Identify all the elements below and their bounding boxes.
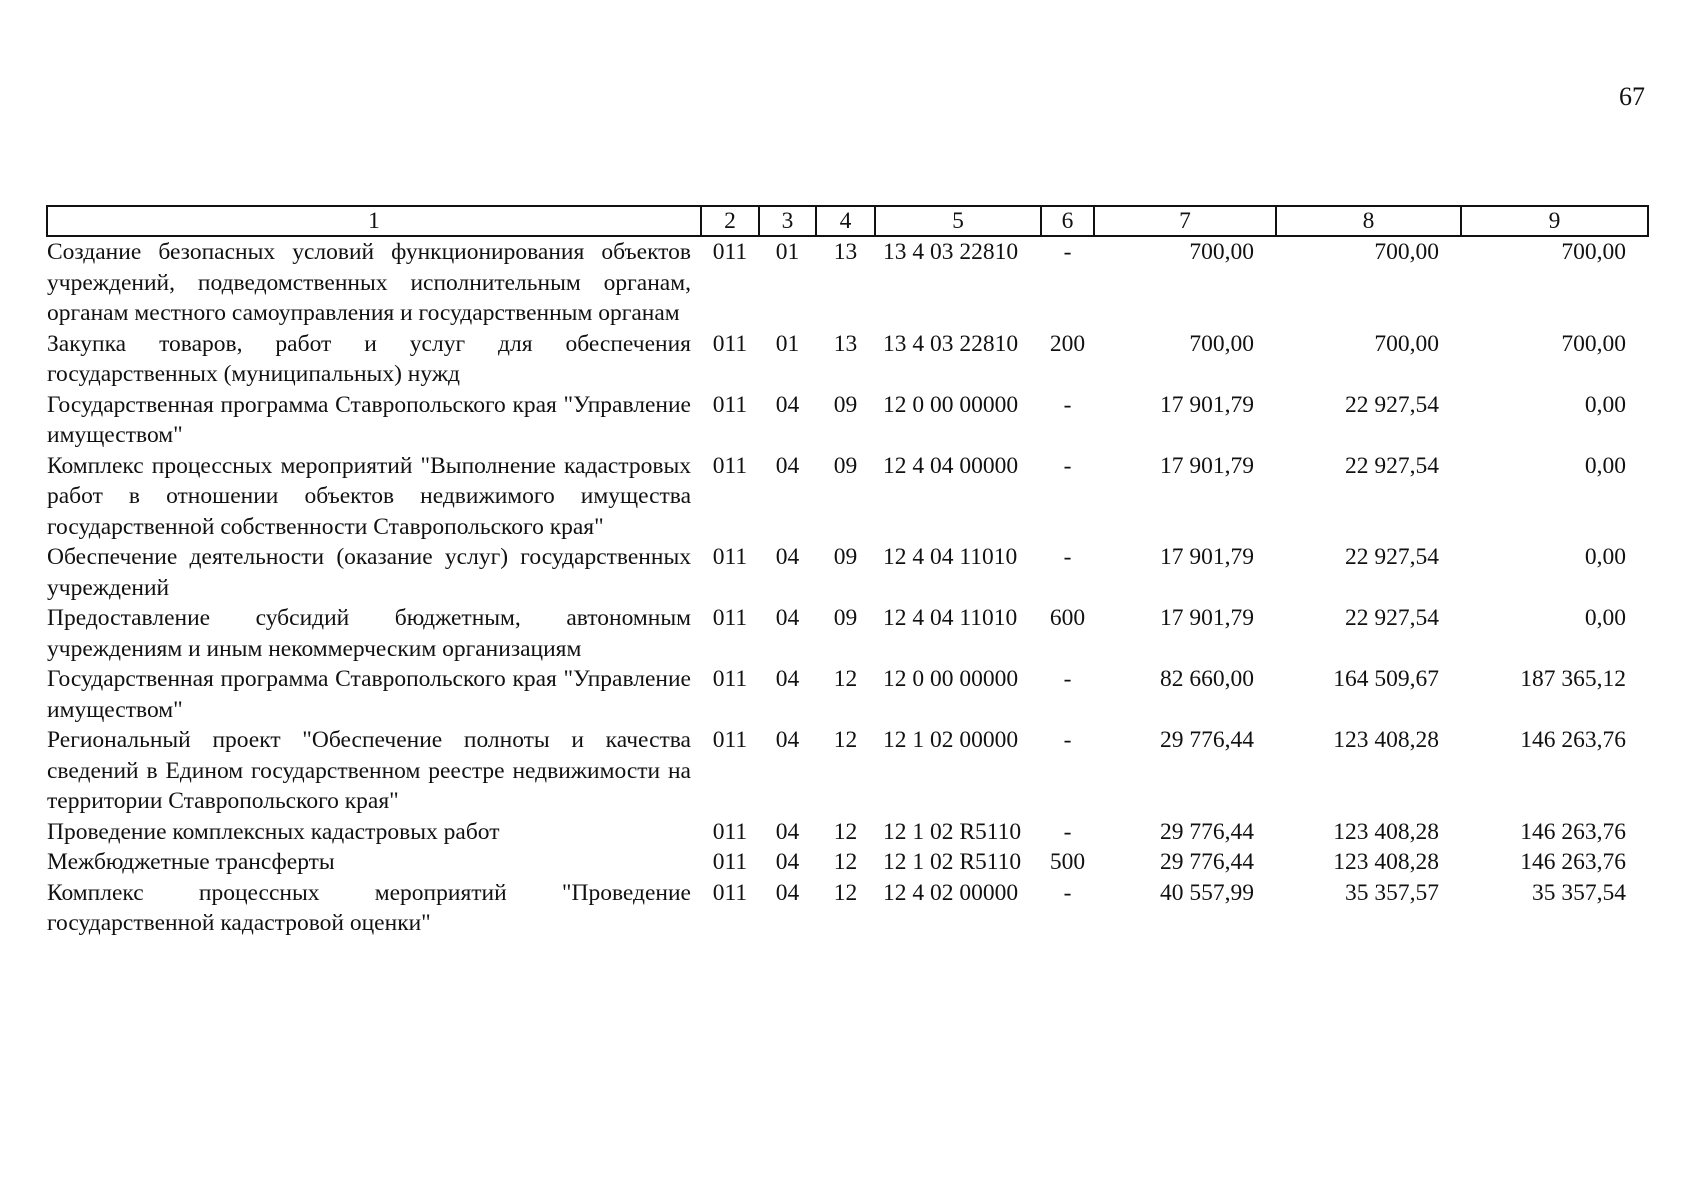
row-name: Комплекс процессных мероприятий "Выполнение кадастровых работ в отношении объектов недвижимого имущества государственной собственности Ставропольского края" <box>47 452 691 540</box>
column-header: 8 <box>1276 206 1461 236</box>
row-target-code: 12 4 04 11010 <box>883 544 1018 570</box>
table-row <box>47 236 1648 329</box>
row-ministry-code: 011 <box>712 544 748 570</box>
row-amount-col8: 35 357,57 <box>1345 879 1439 906</box>
row-subsection-code: 12 <box>833 666 858 692</box>
row-amount-col7: 29 776,44 <box>1160 727 1254 753</box>
row-ministry-code: 011 <box>712 452 748 479</box>
row-amount-col7: 29 776,44 <box>1160 849 1254 875</box>
row-target-code: 12 0 00 00000 <box>883 666 1019 692</box>
row-subsection-code: 09 <box>833 605 858 631</box>
row-name: Государственная программа Ставропольского края "Управление имуществом" <box>47 666 691 723</box>
row-target-code: 13 4 03 22810 <box>883 330 1019 357</box>
table-row <box>47 878 1648 939</box>
row-amount-col8: 164 509,67 <box>1333 666 1439 692</box>
row-amount-col8: 22 927,54 <box>1345 391 1439 418</box>
row-amount-col9: 35 357,54 <box>1532 879 1626 906</box>
row-target-code: 12 1 02 00000 <box>883 727 1019 753</box>
table-row <box>47 603 1648 664</box>
column-header: 7 <box>1094 206 1276 236</box>
row-target-code: 12 4 04 11010 <box>883 605 1018 631</box>
row-section-code: 04 <box>775 452 800 479</box>
column-header: 6 <box>1041 206 1094 236</box>
table-row <box>47 451 1648 543</box>
row-expense-type-code: - <box>1063 452 1072 479</box>
table-row <box>47 542 1648 603</box>
table-row <box>47 847 1648 878</box>
row-amount-col7: 40 557,99 <box>1160 879 1254 906</box>
row-target-code: 12 0 00 00000 <box>883 391 1019 418</box>
row-subsection-code: 12 <box>833 818 858 845</box>
row-expense-type-code: 600 <box>1049 605 1086 631</box>
budget-table <box>46 205 1649 939</box>
row-section-code: 04 <box>775 391 800 418</box>
row-amount-col9: 187 365,12 <box>1520 666 1626 692</box>
row-name: Межбюджетные трансферты <box>47 849 335 875</box>
row-amount-col8: 123 408,28 <box>1333 849 1439 875</box>
row-target-code: 12 1 02 R5110 <box>883 849 1022 875</box>
row-name: Государственная программа Ставропольского края "Управление имуществом" <box>47 391 691 448</box>
column-header: 4 <box>816 206 875 236</box>
row-subsection-code: 09 <box>833 391 858 418</box>
row-expense-type-code: - <box>1063 879 1072 906</box>
row-expense-type-code: - <box>1063 818 1072 845</box>
row-subsection-code: 13 <box>833 239 858 265</box>
row-ministry-code: 011 <box>712 727 748 753</box>
row-subsection-code: 13 <box>833 330 858 357</box>
table-row <box>47 390 1648 451</box>
row-ministry-code: 011 <box>712 330 748 357</box>
row-subsection-code: 12 <box>833 879 858 906</box>
row-amount-col7: 700,00 <box>1189 330 1254 357</box>
row-name: Региональный проект "Обеспечение полноты и качества сведений в Едином государственном реестре недвижимости на территории Ставропольского края" <box>47 727 691 814</box>
row-amount-col7: 17 901,79 <box>1160 391 1254 418</box>
row-amount-col9: 0,00 <box>1584 452 1626 479</box>
row-amount-col8: 700,00 <box>1374 330 1439 357</box>
row-amount-col8: 22 927,54 <box>1345 544 1439 570</box>
table-row <box>47 329 1648 390</box>
row-target-code: 12 4 02 00000 <box>883 879 1019 906</box>
row-expense-type-code: - <box>1063 727 1072 753</box>
table-header-row <box>47 206 1648 236</box>
row-ministry-code: 011 <box>712 879 748 906</box>
row-section-code: 01 <box>775 239 800 265</box>
row-expense-type-code: - <box>1063 239 1072 265</box>
column-header: 5 <box>875 206 1041 236</box>
row-ministry-code: 011 <box>712 818 748 845</box>
row-section-code: 01 <box>775 330 800 357</box>
row-amount-col7: 700,00 <box>1189 239 1254 265</box>
row-ministry-code: 011 <box>712 239 748 265</box>
row-amount-col9: 146 263,76 <box>1520 818 1626 845</box>
row-expense-type-code: 500 <box>1049 849 1086 875</box>
row-section-code: 04 <box>775 544 800 570</box>
row-subsection-code: 09 <box>833 452 858 479</box>
row-name: Комплекс процессных мероприятий "Проведение государственной кадастровой оценки" <box>47 879 691 936</box>
row-section-code: 04 <box>775 727 800 753</box>
row-amount-col7: 17 901,79 <box>1160 544 1254 570</box>
row-expense-type-code: - <box>1063 544 1072 570</box>
column-header: 2 <box>701 206 759 236</box>
row-amount-col8: 123 408,28 <box>1333 818 1439 845</box>
row-amount-col9: 146 263,76 <box>1520 727 1626 753</box>
row-target-code: 12 4 04 00000 <box>883 452 1019 479</box>
row-subsection-code: 12 <box>833 727 858 753</box>
row-amount-col7: 29 776,44 <box>1160 818 1254 845</box>
row-ministry-code: 011 <box>712 849 748 875</box>
row-name: Закупка товаров, работ и услуг для обеспечения государственных (муниципальных) нужд <box>47 330 691 387</box>
row-section-code: 04 <box>775 605 800 631</box>
row-amount-col9: 700,00 <box>1561 239 1626 265</box>
table-row <box>47 817 1648 848</box>
row-amount-col8: 123 408,28 <box>1333 727 1439 753</box>
row-ministry-code: 011 <box>712 666 748 692</box>
row-section-code: 04 <box>775 849 800 875</box>
row-section-code: 04 <box>775 879 800 906</box>
row-amount-col8: 22 927,54 <box>1345 452 1439 479</box>
row-expense-type-code: - <box>1063 666 1072 692</box>
table-body <box>47 236 1648 939</box>
row-ministry-code: 011 <box>712 391 748 418</box>
row-subsection-code: 09 <box>833 544 858 570</box>
row-subsection-code: 12 <box>833 849 858 875</box>
table-row <box>47 664 1648 725</box>
row-target-code: 13 4 03 22810 <box>883 239 1019 265</box>
column-header: 9 <box>1461 206 1648 236</box>
row-name: Проведение комплексных кадастровых работ <box>47 818 500 845</box>
row-amount-col9: 0,00 <box>1584 544 1626 570</box>
row-amount-col9: 146 263,76 <box>1520 849 1626 875</box>
row-amount-col8: 700,00 <box>1374 239 1439 265</box>
row-amount-col7: 17 901,79 <box>1160 452 1254 479</box>
row-section-code: 04 <box>775 818 800 845</box>
row-expense-type-code: 200 <box>1049 330 1086 357</box>
row-name: Предоставление субсидий бюджетным, автономным учреждениям и иным некоммерческим организациям <box>47 605 691 662</box>
row-amount-col7: 82 660,00 <box>1160 666 1254 692</box>
row-amount-col9: 0,00 <box>1584 391 1626 418</box>
row-name: Создание безопасных условий функционирования объектов учреждений, подведомственных исполнительным органам, органам местного самоуправления и государственным органам <box>47 239 691 326</box>
row-amount-col9: 0,00 <box>1584 605 1626 631</box>
row-target-code: 12 1 02 R5110 <box>883 818 1022 845</box>
column-header: 1 <box>47 206 701 236</box>
row-ministry-code: 011 <box>712 605 748 631</box>
table-row <box>47 725 1648 817</box>
page-number: 67 <box>1619 82 1645 111</box>
row-section-code: 04 <box>775 666 800 692</box>
row-amount-col9: 700,00 <box>1561 330 1626 357</box>
column-header: 3 <box>759 206 816 236</box>
row-amount-col7: 17 901,79 <box>1160 605 1254 631</box>
row-amount-col8: 22 927,54 <box>1345 605 1439 631</box>
row-name: Обеспечение деятельности (оказание услуг) государственных учреждений <box>47 544 691 601</box>
row-expense-type-code: - <box>1063 391 1072 418</box>
